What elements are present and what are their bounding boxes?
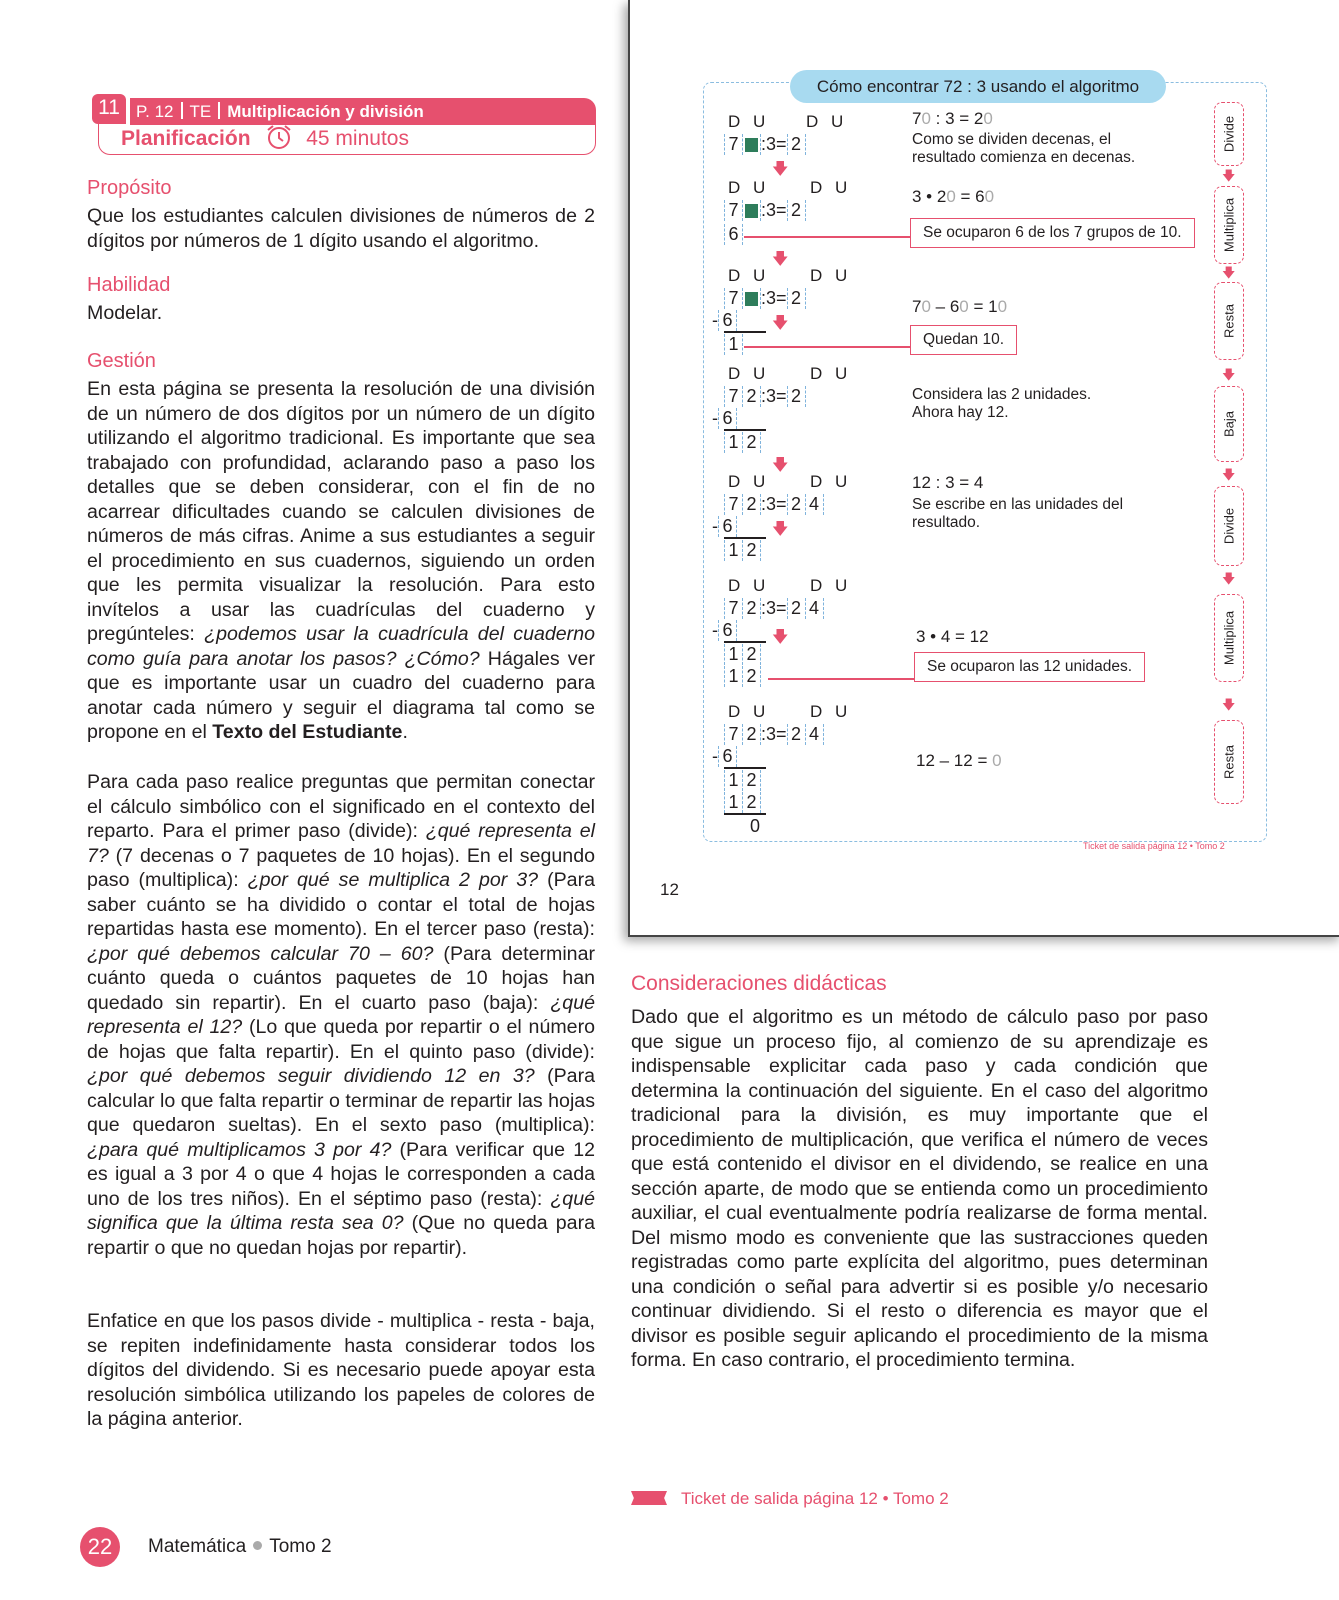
purpose-text: Que los estudiantes calculen divisiones de números de 2 dígitos por números de 1 dígito usando el algoritmo. <box>87 205 595 252</box>
planning-label: Planificación <box>121 127 251 150</box>
down-arrow-icon: 🡇 <box>1222 168 1236 183</box>
connector-line <box>744 346 912 348</box>
step1-equation: 70 : 3 = 20 <box>912 109 993 128</box>
page-number: 22 <box>80 1527 120 1567</box>
du-header: D U <box>806 112 848 131</box>
side-label-subtract: Resta <box>1214 282 1244 360</box>
du-header: D U <box>728 472 770 491</box>
side-label-divide: Divide <box>1214 102 1244 166</box>
student-page-number: 12 <box>660 880 679 899</box>
product-row: - 6 <box>712 310 737 331</box>
down-arrow-icon: 🡇 <box>772 315 789 332</box>
step3-equation: 70 – 60 = 10 <box>912 297 1008 316</box>
exit-ticket <box>631 1489 949 1509</box>
down-arrow-icon: 🡇 <box>1222 265 1236 280</box>
step7-equation: 12 – 12 = 0 <box>916 751 1002 770</box>
product-row: 1 2 <box>724 792 761 813</box>
topic: Multiplicación y división <box>227 102 424 121</box>
side-label-divide: Divide <box>1214 486 1244 566</box>
du-header: D U <box>728 576 770 595</box>
division-row: 7 :3= 2 <box>724 200 806 221</box>
division-row: 7 2 :3= 2 4 <box>724 724 824 745</box>
subtraction-line <box>724 331 766 333</box>
planning-box <box>98 124 596 155</box>
division-row: 7 2 :3= 2 4 <box>724 494 824 515</box>
product-row: - 6 <box>712 620 737 641</box>
remainder-row: 1 2 <box>724 770 761 791</box>
remainder-row: 1 2 <box>724 540 761 561</box>
du-header: D U <box>728 364 770 383</box>
du-header: D U <box>728 702 770 721</box>
subtraction-line <box>724 813 766 815</box>
down-arrow-icon: 🡇 <box>1222 571 1236 586</box>
division-row: 7 2 :3= 2 <box>724 386 806 407</box>
step1-note: Como se dividen decenas, el resultado comienza en decenas. <box>912 131 1136 166</box>
lesson-header-bar <box>130 98 596 125</box>
remainder-row: 1 2 <box>724 644 761 665</box>
down-arrow-icon: 🡇 <box>772 161 789 178</box>
algorithm-title: Cómo encontrar 72 : 3 usando el algoritmo <box>790 70 1166 103</box>
down-arrow-icon: 🡇 <box>772 629 789 646</box>
te-label: TE <box>189 102 212 121</box>
du-header: D U <box>810 472 852 491</box>
division-row: 7 :3= 2 <box>724 288 806 309</box>
connector-line <box>768 678 916 680</box>
bullet-icon <box>253 1541 262 1550</box>
subtraction-line <box>724 767 766 769</box>
side-label-subtract: Resta <box>1214 720 1244 804</box>
remainder-row: 1 2 <box>724 432 761 453</box>
division-row: 7 :3= 2 <box>724 134 806 155</box>
management-paragraph-1: En esta página se presenta la resolución de una división de un número de dos dígitos por un número de un dígito utilizando el algoritmo tradicional. Es importante que sea trabajado con profundidad, aclarando paso a paso los detalles que se deben considerar, con el fin de no acarrear dificultades cuando se calculen divisiones de números de más cifras. Anime a sus estudiantes a seguir el procedimiento en sus cuadernos, siguiendo un orden que les permita visualizar la resolución. Para esto invítelos a usar las cuadrículas del cuaderno y pregúnteles: ¿podemos usar la cuadrícula del cuaderno como guía para anotar los pasos? ¿Cómo? Hágales ver que es importante usar un cuadro del cuaderno para anotar cada número y seguir el diagrama tal como se propone en el Texto del Estudiante. <box>87 378 595 743</box>
skill-text: Modelar. <box>87 302 163 324</box>
down-arrow-icon: 🡇 <box>1222 697 1236 712</box>
du-header: D U <box>810 576 852 595</box>
subject: Matemática <box>148 1536 247 1557</box>
step5-equation: 12 : 3 = 4 <box>912 473 984 492</box>
division-row: 7 2 :3= 2 4 <box>724 598 824 619</box>
alarm-clock-icon <box>264 124 294 159</box>
side-label-multiply: Multiplica <box>1214 594 1244 682</box>
side-label-bring-down: Baja <box>1214 386 1244 462</box>
du-header: D U <box>728 266 770 285</box>
ticket-icon <box>631 1491 667 1505</box>
subtraction-line <box>724 641 766 643</box>
remainder-row: 1 <box>724 334 743 355</box>
product-row: - 6 <box>712 516 737 537</box>
step2-equation: 3 • 20 = 60 <box>912 187 995 206</box>
lesson-number: 11 <box>92 94 126 124</box>
page-ref: P. 12 <box>136 102 174 121</box>
management-paragraph-2: Para cada paso realice preguntas que permitan conectar el cálculo simbólico con el significado en el contexto del reparto. Para el primer paso (divide): ¿qué representa el 7? (7 decenas o 7 paquetes de 10 hojas). En el segundo paso (multiplica): ¿por qué se multiplica 2 por 3? (Para saber cuánto se ha dividido o contar el total de hojas repartidas hasta ese momento). En el tercer paso (resta): ¿por qué debemos calcular 70 – 60? (Para determinar cuánto queda o cuántos paquetes de 10 hojas han quedado sin repartir). En el cuarto paso (baja): ¿qué representa el 12? (Lo que queda por repartir o el número de hojas que falta repartir). En el quinto paso (divide): ¿por qué debemos seguir dividiendo 12 en 3? (Para calcular lo que falta repartir o terminar de repartir las hojas que quedaron sueltas). En el sexto paso (multiplica): ¿para qué multiplicamos 3 por 4? (Para verificar que 12 es igual a 3 por 4 o que 4 hojas le corresponden a cada uno de los tres niños). En el séptimo paso (resta): ¿qué significa que la última resta sea 0? (Que no queda para repartir o que no quedan hojas por repartir). <box>87 771 595 1259</box>
down-arrow-icon: 🡇 <box>1222 367 1236 382</box>
step6-callout: Se ocuparon las 12 unidades. <box>914 652 1145 682</box>
didactic-considerations-text: Dado que el algoritmo es un método de cálculo paso por paso que sigue un proceso fijo, al comienzo de su aprendizaje es indispensable explicitar cada paso y cada condición que determina la continuación del siguiente. En el caso del algoritmo tradicional para la división, es muy importante que el procedimiento de multiplicación, que verifica el número de veces que está contenido el divisor en el dividendo, se realice en una sección aparte, de modo que se entienda como un procedimiento auxiliar, el cual eventualmente podría realizarse de forma mental. Del mismo modo es conveniente que las sustracciones queden registradas como parte explícita del algoritmo, pues determinan una condición o señal para advertir si es posible y/o necesario continuar dividiendo. Si el resto o diferencia es mayor que el divisor es posible seguir aplicando el procedimiento de la misma forma. En caso contrario, el procedimiento termina. <box>631 1006 1208 1371</box>
du-header: D U <box>728 112 770 131</box>
down-arrow-icon: 🡇 <box>1222 467 1236 482</box>
side-label-multiply: Multiplica <box>1214 186 1244 264</box>
down-arrow-icon: 🡇 <box>772 251 789 268</box>
step4-note: Considera las 2 unidades. Ahora hay 12. <box>912 386 1092 421</box>
ticket-small: Ticket de salida página 12 • Tomo 2 <box>1083 841 1225 851</box>
du-header: D U <box>810 364 852 383</box>
down-arrow-icon: 🡇 <box>772 521 789 538</box>
footer <box>148 1536 332 1558</box>
exit-ticket-label: Ticket de salida página 12 • Tomo 2 <box>681 1489 949 1508</box>
management-paragraph-3: Enfatice en que los pasos divide - multiplica - resta - baja, se repiten indefinidamente hasta considerar todos los dígitos del dividendo. Si es necesario puede apoyar esta resolución simbólica utilizando los papeles de colores de la página anterior. <box>87 1310 595 1430</box>
volume: Tomo 2 <box>269 1536 332 1557</box>
du-header: D U <box>810 266 852 285</box>
purpose-title: Propósito <box>87 177 172 199</box>
subtraction-line <box>724 429 766 431</box>
management-title: Gestión <box>87 350 156 372</box>
product-row: - 6 <box>712 408 737 429</box>
lesson-header <box>92 94 596 160</box>
skill-title: Habilidad <box>87 274 171 296</box>
du-header: D U <box>810 178 852 197</box>
product-row: 1 2 <box>724 666 761 687</box>
duration: 45 minutos <box>306 127 409 150</box>
connector-line <box>744 236 912 238</box>
du-header: D U <box>810 702 852 721</box>
didactic-considerations-title: Consideraciones didácticas <box>631 972 887 995</box>
product-row: 6 <box>724 224 743 245</box>
down-arrow-icon: 🡇 <box>772 457 789 474</box>
du-header: D U <box>728 178 770 197</box>
final-remainder: 0 <box>750 816 761 836</box>
step6-equation: 3 • 4 = 12 <box>916 627 989 646</box>
step3-callout: Quedan 10. <box>910 325 1017 355</box>
step5-note: Se escribe en las unidades del resultado. <box>912 496 1124 531</box>
product-row: - 6 <box>712 746 737 767</box>
step2-callout: Se ocuparon 6 de los 7 grupos de 10. <box>910 218 1195 248</box>
subtraction-line <box>724 537 766 539</box>
